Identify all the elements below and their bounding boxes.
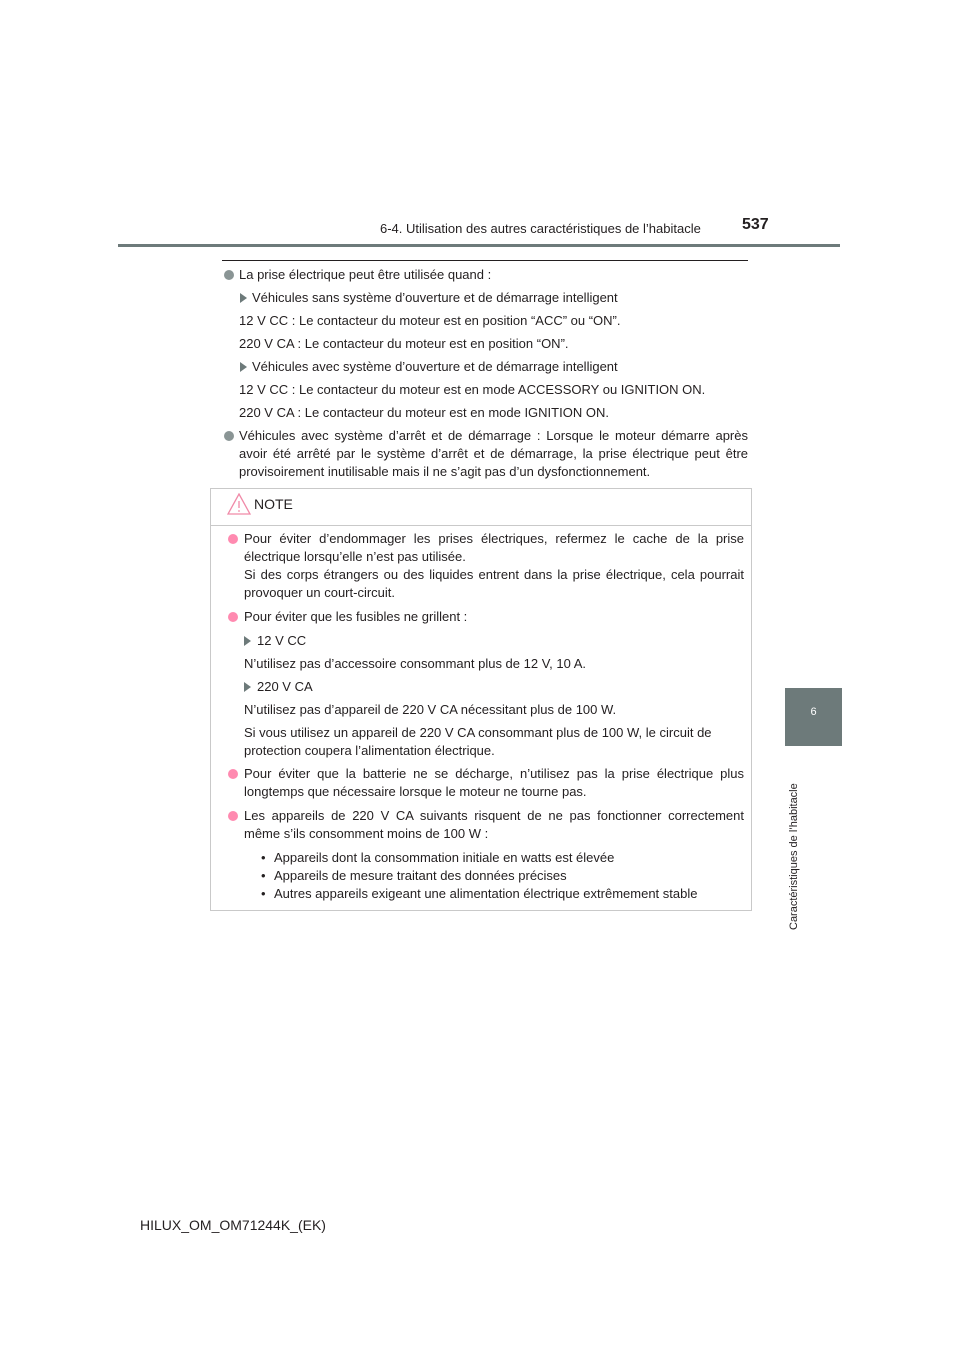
paragraph: 220 V CA : Le contacteur du moteur est en position “ON”. (239, 336, 569, 351)
subheading (227, 632, 744, 650)
main-content (222, 266, 748, 485)
list-item: • Appareils dont la consommation initiale en watts est élevée (261, 849, 744, 867)
triangle-right-icon (240, 362, 247, 372)
list-item (227, 807, 744, 903)
list-item (227, 608, 744, 626)
bullet-text: Pour éviter que la batterie ne se décharge, n’utilisez pas la prise électrique plus longtemps que nécessaire lorsque le moteur ne tourne pas. (244, 766, 744, 799)
bullet-text: Véhicules avec système d’arrêt et de démarrage : Lorsque le moteur démarre après avoir été arrêté par le système d’arrêt et de démarrage, la prise électrique peut être provisoirement inutilisable mais il ne s’agit pas d’un dysfonctionnement. (239, 428, 748, 479)
bullet-text: Pour éviter d’endommager les prises électriques, refermez le cache de la prise électrique lorsqu’elle n’est pas utilisée. (244, 531, 744, 564)
bullet-icon (228, 811, 238, 821)
chapter-label: Caractéristiques de l’habitacle (788, 783, 800, 930)
chapter-number: 6 (810, 706, 817, 718)
list-item: • Autres appareils exigeant une alimentation électrique extrêmement stable (261, 885, 744, 903)
section-title: 6-4. Utilisation des autres caractéristiques de l’habitacle (380, 221, 701, 236)
note-box (210, 488, 752, 911)
list-item (227, 530, 744, 602)
bullet-icon (228, 534, 238, 544)
bullet-text: Si des corps étrangers ou des liquides entrent dans la prise électrique, cela pourrait provoquer un court-circuit. (244, 567, 744, 600)
chapter-tab (785, 688, 842, 746)
list-item: • Appareils de mesure traitant des données précises (261, 867, 744, 885)
subheading-text: 12 V CC (257, 633, 307, 648)
paragraph: N’utilisez pas d’accessoire consommant plus de 12 V, 10 A. (244, 656, 587, 671)
document-code: HILUX_OM_OM71244K_(EK) (140, 1217, 326, 1233)
paragraph: N’utilisez pas d’appareil de 220 V CA nécessitant plus de 100 W. (244, 702, 617, 717)
bullet-icon (228, 612, 238, 622)
subheading (222, 289, 748, 307)
paragraph: 220 V CA : Le contacteur du moteur est en mode IGNITION ON. (239, 405, 609, 420)
page-number: 537 (742, 216, 769, 233)
content-divider (222, 260, 748, 261)
bullet-icon (224, 270, 234, 280)
triangle-right-icon (244, 682, 251, 692)
list-item (222, 266, 748, 284)
paragraph: 12 V CC : Le contacteur du moteur est en mode ACCESSORY ou IGNITION ON. (239, 382, 706, 397)
subheading-text: 220 V CA (257, 679, 313, 694)
note-label: NOTE (254, 496, 293, 512)
subheading (227, 678, 744, 696)
note-header (211, 489, 751, 526)
bullet-text: La prise électrique peut être utilisée quand : (239, 267, 492, 282)
paragraph: Si vous utilisez un appareil de 220 V CA consommant plus de 100 W, le circuit de protection coupera l’alimentation électrique. (244, 725, 712, 758)
bullet-text: Les appareils de 220 V CA suivants risquent de ne pas fonctionner correctement même s’ils consomment moins de 100 W : (244, 808, 744, 841)
bullet-text: Pour éviter que les fusibles ne grillent : (244, 609, 468, 624)
subheading (222, 358, 748, 376)
subheading-text: Véhicules avec système d’ouverture et de démarrage intelligent (252, 359, 618, 374)
subheading-text: Véhicules sans système d’ouverture et de démarrage intelligent (252, 290, 618, 305)
note-body (227, 530, 744, 909)
triangle-right-icon (244, 636, 251, 646)
bullet-icon (228, 769, 238, 779)
header-divider (118, 244, 840, 247)
list-item (227, 765, 744, 801)
list-item (222, 427, 748, 481)
paragraph: 12 V CC : Le contacteur du moteur est en position “ACC” ou “ON”. (239, 313, 621, 328)
bullet-icon (224, 431, 234, 441)
triangle-right-icon (240, 293, 247, 303)
warning-triangle-icon (227, 493, 251, 515)
appliance-list (244, 849, 744, 903)
